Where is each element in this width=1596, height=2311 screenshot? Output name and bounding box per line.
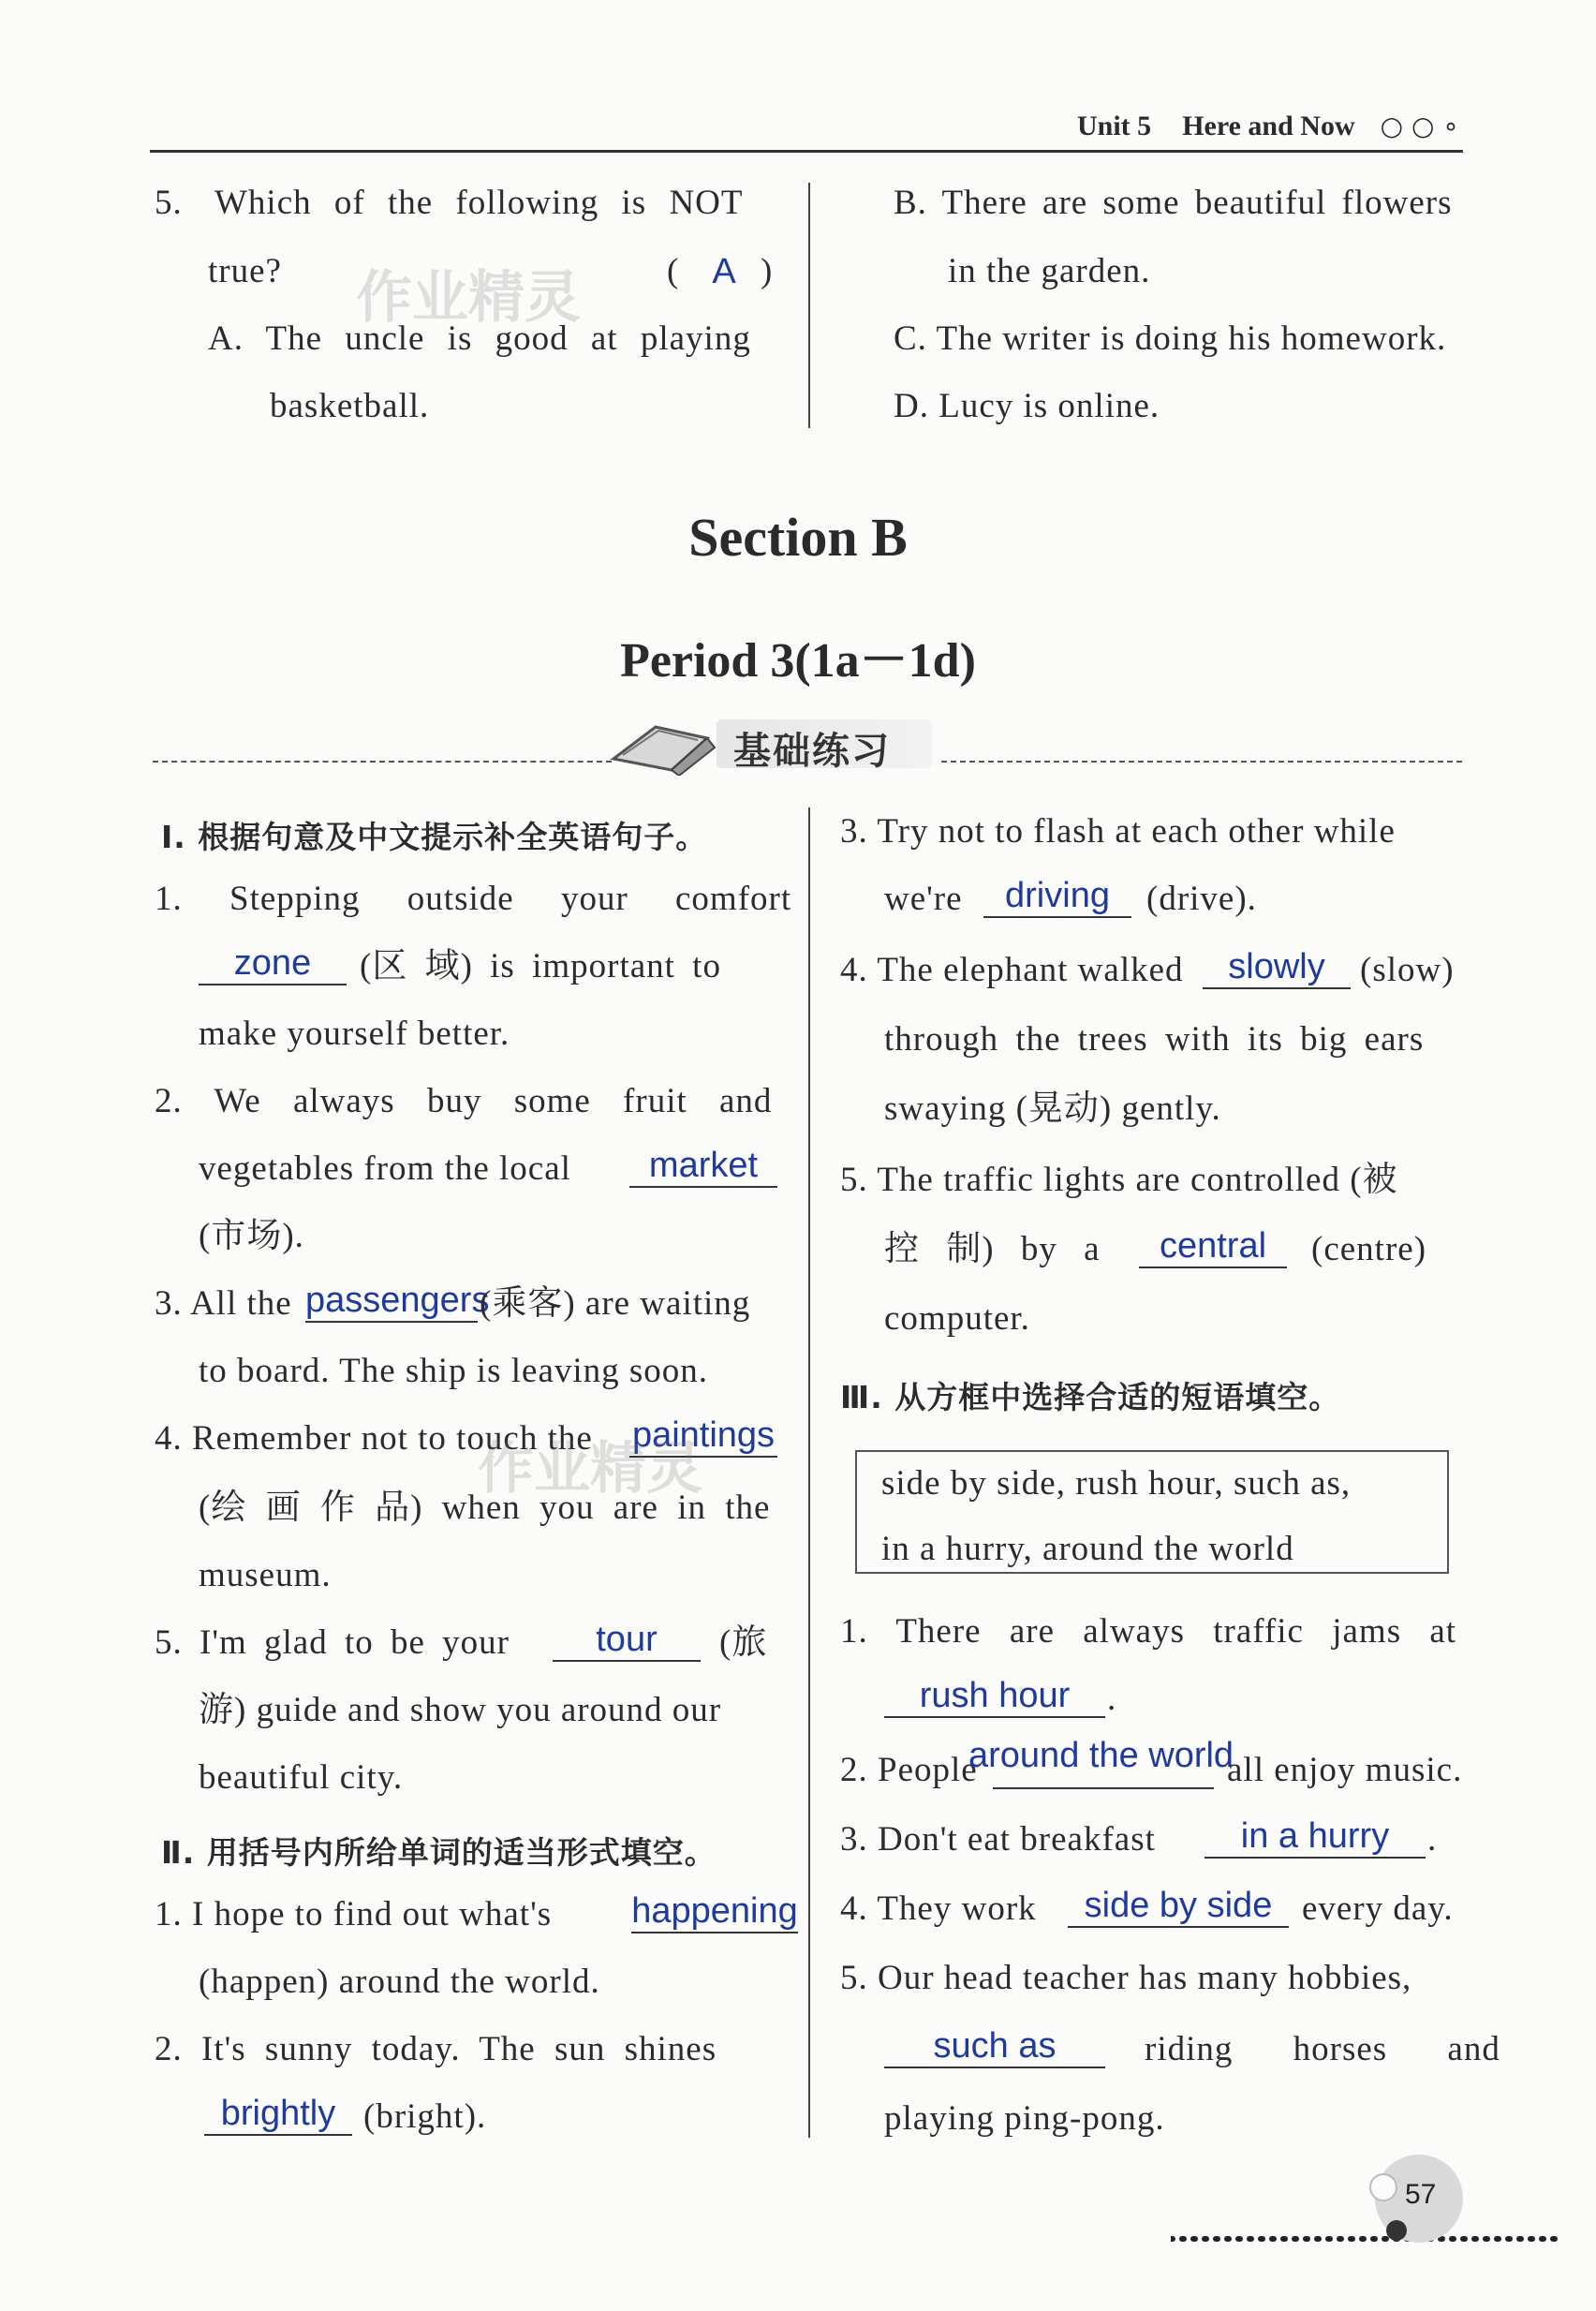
part-iii-q5-answer: such as — [933, 2026, 1057, 2066]
part-ii-q2-answer: brightly — [220, 2094, 336, 2133]
part-i-q3-line2: to board. The ship is leaving soon. — [199, 1352, 709, 1390]
part-ii-q3-answer: driving — [1005, 876, 1110, 915]
part-iii-q3-line1: 3. Don't eat breakfast — [840, 1820, 1156, 1859]
part-i-q4-line3: museum. — [199, 1556, 332, 1594]
part-ii-heading: Ⅱ. 用括号内所给单词的适当形式填空。 — [161, 1834, 717, 1871]
part-iii-q5-line2: riding horses and — [1145, 2030, 1500, 2068]
part-i-q4-line2: (绘 画 作 品) when you are in the — [199, 1489, 771, 1527]
top-option-b-line2: in the garden. — [948, 252, 1151, 290]
part-ii-q4-blank — [1203, 987, 1351, 989]
part-ii-q4-line2: through the trees with its big ears — [884, 1020, 1425, 1059]
part-i-q1-line2: (区 域) is important to — [360, 947, 721, 985]
part-i-q5-line1b: (旅 — [719, 1623, 768, 1662]
part-ii-q5-line2b: (centre) — [1311, 1230, 1427, 1268]
part-iii-q4-line1b: every day. — [1302, 1889, 1454, 1928]
part-ii-q3-line2b: (drive). — [1146, 880, 1257, 918]
part-iii-q5-blank — [884, 2067, 1105, 2068]
part-i-q5-answer: tour — [596, 1620, 658, 1659]
top-q5-paren-left: ( — [667, 252, 680, 290]
part-i-q4-answer: paintings — [631, 1415, 776, 1455]
part-i-heading: Ⅰ. 根据句意及中文提示补全英语句子。 — [161, 819, 708, 855]
part-ii-q4-line3: swaying (晃动) gently. — [884, 1089, 1221, 1128]
badge-bubble-icon — [1369, 2173, 1397, 2201]
part-iii-heading: Ⅲ. 从方框中选择合适的短语填空。 — [840, 1379, 1341, 1415]
unit-label: Unit 5 — [1077, 111, 1152, 141]
part-iii-q2-answer: around the world — [968, 1736, 1234, 1775]
part-iii-q4-answer: side by side — [1084, 1886, 1273, 1925]
unit-title: Here and Now — [1182, 111, 1355, 141]
top-option-c: C. The writer is doing his homework. — [894, 319, 1447, 358]
top-q5-paren-right: ) — [761, 252, 774, 290]
part-ii-q5-line2: 控 制) by a — [884, 1230, 1101, 1268]
part-ii-q4-line1: 4. The elephant walked — [840, 951, 1184, 989]
banner-dash-left — [153, 761, 612, 763]
part-i-q2-line1: 2. We always buy some fruit and — [155, 1082, 773, 1120]
book-icon — [604, 710, 726, 776]
top-q5-num: 5. — [155, 184, 183, 222]
part-i-q1-line3: make yourself better. — [199, 1015, 510, 1053]
part-iii-q3-end: . — [1427, 1820, 1438, 1859]
page-number: 57 — [1405, 2179, 1437, 2210]
part-ii-q4-answer: slowly — [1228, 947, 1325, 986]
part-ii-q1-line1: 1. I hope to find out what's — [155, 1895, 553, 1933]
part-i-q2-answer: market — [648, 1146, 759, 1185]
part-iii-q5-line3: playing ping-pong. — [884, 2099, 1165, 2138]
part-ii-q5-blank — [1139, 1267, 1287, 1268]
part-iii-q3-blank — [1204, 1857, 1426, 1859]
part-iii-q4-blank — [1068, 1926, 1289, 1928]
part-i-q2-blank — [629, 1186, 777, 1188]
top-q5-text: Which of the following is NOT — [214, 184, 744, 222]
part-ii-q5-line1: 5. The traffic lights are controlled (被 — [840, 1161, 1398, 1199]
part-i-q3-blank — [305, 1321, 478, 1323]
part-iii-q1-end: . — [1107, 1680, 1117, 1718]
badge-dot-icon — [1386, 2220, 1407, 2241]
part-iii-q1-line1: 1. There are always traffic jams at — [840, 1612, 1457, 1651]
part-ii-q4-line1b: (slow) — [1360, 951, 1455, 989]
part-ii-q5-line3: computer. — [884, 1299, 1030, 1338]
column-divider-top — [808, 183, 810, 428]
part-ii-q3-line2: we're — [884, 880, 963, 918]
top-option-a-line2: basketball. — [270, 387, 430, 425]
part-ii-q2-blank — [204, 2134, 352, 2136]
part-iii-q4-line1: 4. They work — [840, 1889, 1037, 1928]
part-ii-q3-line1: 3. Try not to flash at each other while — [840, 812, 1396, 851]
part-ii-q5-answer: central — [1159, 1226, 1267, 1266]
part-iii-q5-line1: 5. Our head teacher has many hobbies, — [840, 1959, 1412, 1997]
banner-label: 基础练习 — [733, 730, 891, 773]
column-divider-main — [808, 807, 810, 2138]
part-ii-q1-line2: (happen) around the world. — [199, 1963, 600, 2001]
header-rule — [150, 150, 1463, 153]
part-i-q4-line1: 4. Remember not to touch the — [155, 1419, 593, 1458]
top-q5-answer: A — [712, 252, 736, 291]
part-i-q3-line1: 3. All the — [155, 1284, 292, 1323]
part-ii-q2-line2: (bright). — [363, 2097, 487, 2136]
top-option-d: D. Lucy is online. — [894, 387, 1160, 425]
part-ii-q3-blank — [983, 916, 1131, 918]
dotted-line-icon — [1171, 2234, 1564, 2244]
part-i-q5-blank — [553, 1660, 701, 1662]
section-title: Section B — [688, 507, 908, 568]
phrase-box-line1: side by side, rush hour, such as, — [881, 1464, 1352, 1503]
part-iii-q2-blank — [993, 1787, 1214, 1789]
top-q5-line1 — [155, 185, 782, 222]
part-i-q2-line3: (市场). — [199, 1217, 304, 1255]
part-i-q5-line1: 5. I'm glad to be your — [155, 1623, 510, 1662]
header-unit — [1077, 111, 1459, 142]
part-i-q5-line3: beautiful city. — [199, 1758, 404, 1797]
top-option-a-line1: A. The uncle is good at playing — [208, 319, 751, 358]
banner-dash-right — [941, 761, 1462, 763]
footer-dots — [1171, 2231, 1564, 2241]
part-i-q1-blank — [199, 984, 347, 985]
part-i-q3-line1b: (乘客) are waiting — [480, 1284, 751, 1323]
part-ii-q1-blank — [631, 1932, 798, 1933]
header-deco: ○ ○ ∘ — [1380, 111, 1459, 141]
part-iii-q2-line1b: all enjoy music. — [1227, 1751, 1463, 1789]
part-ii-q2-line1: 2. It's sunny today. The sun shines — [155, 2030, 717, 2068]
part-i-q2-line2: vegetables from the local — [199, 1149, 571, 1188]
part-ii-q1-answer: happening — [631, 1891, 798, 1931]
part-iii-q3-answer: in a hurry — [1240, 1816, 1390, 1856]
part-i-q5-line2: 游) guide and show you around our — [199, 1691, 722, 1729]
phrase-box-line2: in a hurry, around the world — [881, 1530, 1294, 1568]
top-option-b-line1: B. There are some beautiful flowers — [894, 184, 1453, 222]
top-q5-line2: true? — [208, 252, 282, 290]
watermark-top: 作业精灵 — [356, 265, 581, 331]
part-iii-q2-line1: 2. People — [840, 1751, 978, 1789]
part-iii-q1-blank — [884, 1716, 1105, 1718]
banner — [604, 710, 941, 776]
part-i-q3-answer: passengers — [305, 1281, 490, 1320]
phrase-box — [855, 1450, 1449, 1574]
watermark-middle: 作业精灵 — [478, 1436, 702, 1502]
part-i-q1-line1: 1. Stepping outside your comfort — [155, 880, 792, 918]
period-title: Period 3(1a－1d) — [620, 634, 976, 688]
part-iii-q1-answer: rush hour — [919, 1676, 1071, 1715]
part-i-q1-answer: zone — [233, 943, 312, 983]
